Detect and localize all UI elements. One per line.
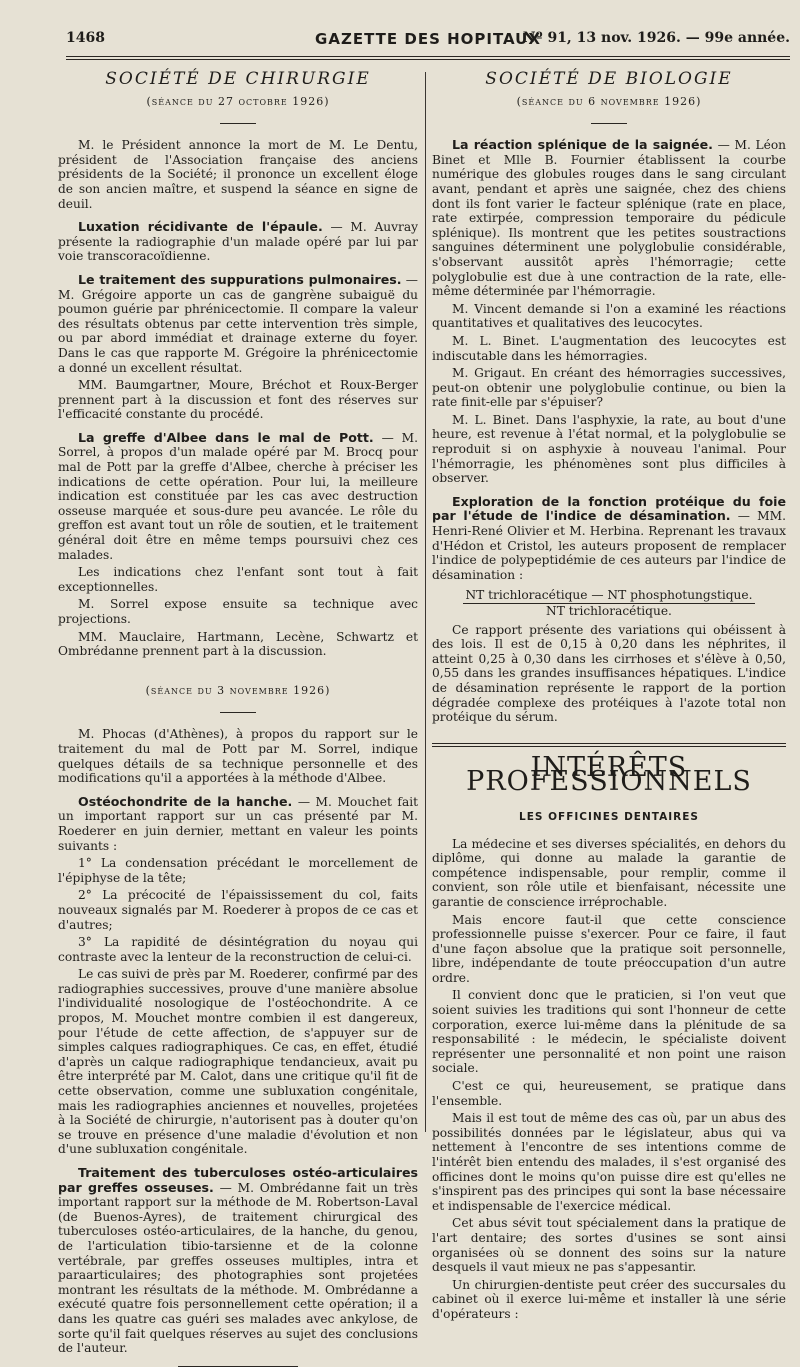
paragraph: MM. Baumgartner, Moure, Bréchot et Roux-Berger prennent part à la discussion et font des réserves sur l'efficacité constante du procédé.	[58, 378, 418, 422]
paragraph: M. Sorrel expose ensuite sa technique avec projections.	[58, 597, 418, 626]
topic-heading: La greffe d'Albee dans le mal de Pott.	[78, 429, 374, 445]
section-double-rule	[432, 743, 786, 747]
paragraph: C'est ce qui, heureusement, se pratique dans l'ensemble.	[432, 1079, 786, 1108]
seance-date-1: (séance du 27 octobre 1926)	[146, 94, 330, 108]
paragraph: M. L. Binet. L'augmentation des leucocytes est indiscutable dans les hémorragies.	[432, 333, 786, 363]
formula-numerator: NT trichloracétique — NT phosphotungstique.	[465, 588, 753, 603]
journal-title: GAZETTE DES HOPITAUX	[315, 30, 541, 48]
paragraph: La médecine et ses diverses spécialités, en dehors du diplôme, qui donne au malade la garantie de compétence indispensable, pour remplir, comme il convient, son rôle utile et bienfaisant, nécessite une garantie de conscience irréprochable.	[432, 836, 786, 909]
interets-professionnels-title: INTÉRÊTS PROFESSIONNELS	[466, 751, 752, 798]
paragraph: Luxation récidivante de l'épaule. — M. Auvray présente la radiographie d'un malade opéré par lui par voie transcoracoïdienne.	[58, 219, 418, 264]
section-title-biologie: SOCIÉTÉ DE BIOLOGIE	[485, 69, 733, 89]
page-number: 1468	[66, 30, 105, 46]
issue-info: Nº 91, 13 nov. 1926. — 99e année.	[522, 30, 790, 46]
paragraph: 1° La condensation précédant le morcellement de l'épiphyse de la tête;	[58, 856, 418, 885]
section-rule	[591, 123, 627, 124]
paragraph: Un chirurgien-dentiste peut créer des succursales du cabinet où il exerce lui-même et installer là une série d'opérateurs :	[432, 1277, 786, 1321]
paragraph: Les indications chez l'enfant sont tout à fait exceptionnelles.	[58, 565, 418, 594]
paragraph: La réaction splénique de la saignée. — M. Léon Binet et Mlle B. Fournier établissent la courbe numérique des globules rouges dans le sang circulant avant, pendant et après une saignée, chez des chiens dont ils font varier le facteur splénique (rate en place, rate extirpée, compression temporaire du pédicule splénique). Ils montrent que les petites soustractions sanguines déterminent une polyglobulie considérable, s'observant aussitôt après l'hémorragie; cette polyglobulie est due à une contraction de la rate, elle-même déterminée par l'hémorragie.	[432, 137, 787, 299]
seance-date-2: (séance du 3 novembre 1926)	[145, 683, 331, 697]
paragraph: M. Grigaut. En créant des hémorragies successives, peut-on obtenir une polyglobulie continue, ou bien la rate finit-elle par s'épuiser?	[432, 366, 786, 410]
topic-heading: Exploration de la fonction protéique du foie par l'étude de l'indice de désamination.	[432, 493, 786, 524]
paragraph: Exploration de la fonction protéique du foie par l'étude de l'indice de désamination. — MM. Henri-René Olivier et M. Herbina. Reprenant les travaux d'Hédon et Cristol, les auteurs proposent de remplacer l'indice de polypeptidémie de ces auteurs par l'indice de désamination :	[432, 493, 786, 582]
formula-denominator: NT trichloracétique.	[546, 604, 672, 618]
paragraph: Le cas suivi de près par M. Roederer, confirmé par des radiographies successives, prouve d'une manière absolue l'individualité nosologique de l'ostéochondrite. A ce propos, M. Mouchet montre combien il est dangereux, pour l'étude de cette affection, de s'appuyer sur de simples calques radiographiques. Ce cas, en effet, étudié d'après un calque radiographique tendancieux, avait pu être interprété par M. Calot, dans une critique qu'il fit de cette observation, comme une subluxation congénitale, mais les radiographies anciennes et nouvelles, projetées à la Société de chirurgie, n'autorisent pas à douter qu'on se trouve en présence d'une maladie d'évolution et non d'une subluxation congénitale.	[58, 967, 418, 1157]
paragraph: Il convient donc que le praticien, si l'on veut que soient suivies les traditions qui sont l'honneur de cette corporation, exerce lui-même dans la plénitude de sa responsabilité : le médecin, le spécialiste doivent représenter une personnalité et non point une raison sociale.	[432, 988, 786, 1076]
left-column	[58, 69, 419, 1367]
paragraph: 2° La précocité de l'épaississement du col, faits nouveaux signalés par M. Roederer à propos de ce cas et d'autres;	[58, 888, 418, 932]
topic-heading: Le traitement des suppurations pulmonaires.	[78, 271, 402, 287]
paragraph: MM. Mauclaire, Hartmann, Lecène, Schwartz et Ombrédanne prennent part à la discussion.	[58, 629, 418, 659]
section-rule	[220, 712, 256, 713]
paragraph: M. le Président annonce la mort de M. Le Dentu, président de l'Association française des anciens présidents de la Société; il prononce un excellent éloge de son ancien maître, et suspend la séance en signe de deuil.	[58, 138, 418, 211]
paragraph: Cet abus sévit tout spécialement dans la pratique de l'art dentaire; des sortes d'usines se sont ainsi organisées où se donnent des soins sur la nature desquels il vaut mieux ne pas s'appesantir.	[432, 1216, 786, 1275]
paragraph: Ce rapport présente des variations qui obéissent à des lois. Il est de 0,15 à 0,20 dans les néphrites, il atteint 0,25 à 0,30 dans les cirrhoses et s'élève à 0,50, 0,55 dans les grandes insuffisances hépatiques. L'indice de désamination représente le rapport de la portion dégradée complexe des protéiques à l'azote total non protéique du sérum.	[432, 622, 786, 725]
paragraph: La greffe d'Albee dans le mal de Pott. — M. Sorrel, à propos d'un malade opéré par M. Brocq pour mal de Pott par la greffe d'Albee, cherche à préciser les indications de cette opération. Pour lui, la meilleure indication est constituée par les cas avec destruction osseuse marquée et sous-dure peu avancée. Le rôle du greffon est avant tout un rôle de soutien, et le traitement général doit être en même temps poursuivi chez ces malades.	[58, 429, 418, 562]
header-rule-2	[66, 59, 790, 60]
desamination-formula	[432, 588, 786, 618]
topic-heading: Traitement des tuberculoses ostéo-articulaires par greffes osseuses.	[58, 1165, 418, 1195]
section-rule	[220, 123, 256, 124]
paragraph: M. L. Binet. Dans l'asphyxie, la rate, au bout d'une heure, est revenue à l'état normal, et la polyglobulie se reproduit si on asphyxie à nouveau l'animal. Pour l'hémorragie, les phénomènes sont plus difficiles à observer.	[432, 412, 786, 486]
section-title-chirurgie: SOCIÉTÉ DE CHIRURGIE	[105, 69, 371, 89]
paragraph: M. Phocas (d'Athènes), à propos du rapport sur le traitement du mal de Pott par M. Sorrel, indique quelques détails de sa technique personnelle et des modifications qu'il a apportées à la méthode d'Albee.	[58, 727, 418, 786]
paragraph: Mais il est tout de même des cas où, par un abus des possibilités données par le législateur, abus qui va nettement à l'encontre de ses intentions comme de l'intérêt bien entendu des malades, il s'est organisé des officines dont le moins qu'on puisse dire est qu'elles ne s'inspirent pas des principes qui sont la base nécessaire et indispensable de l'exercice médical.	[432, 1111, 786, 1213]
seance-date-bio: (séance du 6 novembre 1926)	[516, 94, 702, 108]
right-column	[432, 69, 787, 1325]
page-header	[66, 30, 790, 52]
topic-heading: Ostéochondrite de la hanche.	[78, 793, 293, 809]
paragraph: M. Vincent demande si l'on a examiné les réactions quantitatives et qualitatives des leucocytes.	[432, 301, 786, 331]
paragraph: Mais encore faut-il que cette conscience professionnelle puisse s'exercer. Pour ce faire, il faut d'une façon absolue que la pratique soit personnelle, libre, indépendante de toute préoccupation d'un autre ordre.	[432, 912, 786, 985]
paragraph: Le traitement des suppurations pulmonaires. — M. Grégoire apporte un cas de gangrène subaiguë du poumon guérie par phrénicectomie. Il compare la valeur des résultats obtenus par cette intervention très simple, ou par abord immédiat et drainage externe du foyer. Dans le cas que rapporte M. Grégoire la phrénicectomie a donné un excellent résultat.	[58, 271, 418, 375]
topic-heading: La réaction splénique de la saignée.	[452, 137, 713, 153]
paragraph: 3° La rapidité de désintégration du noyau qui contraste avec la lenteur de la reconstruction de celui-ci.	[58, 935, 418, 964]
column-divider	[425, 72, 426, 1132]
officines-subtitle: LES OFFICINES DENTAIRES	[519, 810, 699, 823]
header-rule	[66, 56, 790, 57]
paragraph: Ostéochondrite de la hanche. — M. Mouchet fait un important rapport sur un cas présenté par M. Roederer en juin dernier, mettant en valeur les points suivants :	[58, 793, 419, 853]
topic-heading: Luxation récidivante de l'épaule.	[78, 219, 323, 235]
paragraph: Traitement des tuberculoses ostéo-articulaires par greffes osseuses. — M. Ombrédanne fait un très important rapport sur la méthode de M. Robertson-Laval (de Buenos-Ayres), de traitement chirurgical des tuberculoses ostéo-articulaires, de la hanche, du genou, de l'articulation tibio-tarsienne et de la colonne vertébrale, par greffes osseuses multiples, intra et paraarticulaires; des photographies sont projetées montrant les résultats de la méthode. M. Ombrédanne a exécuté quatre fois personnellement cette opération; il a dans les quatre cas guéri ses malades avec ankylose, de sorte qu'il fait quelques réserves au sujet des conclusions de l'auteur.	[58, 1165, 418, 1356]
